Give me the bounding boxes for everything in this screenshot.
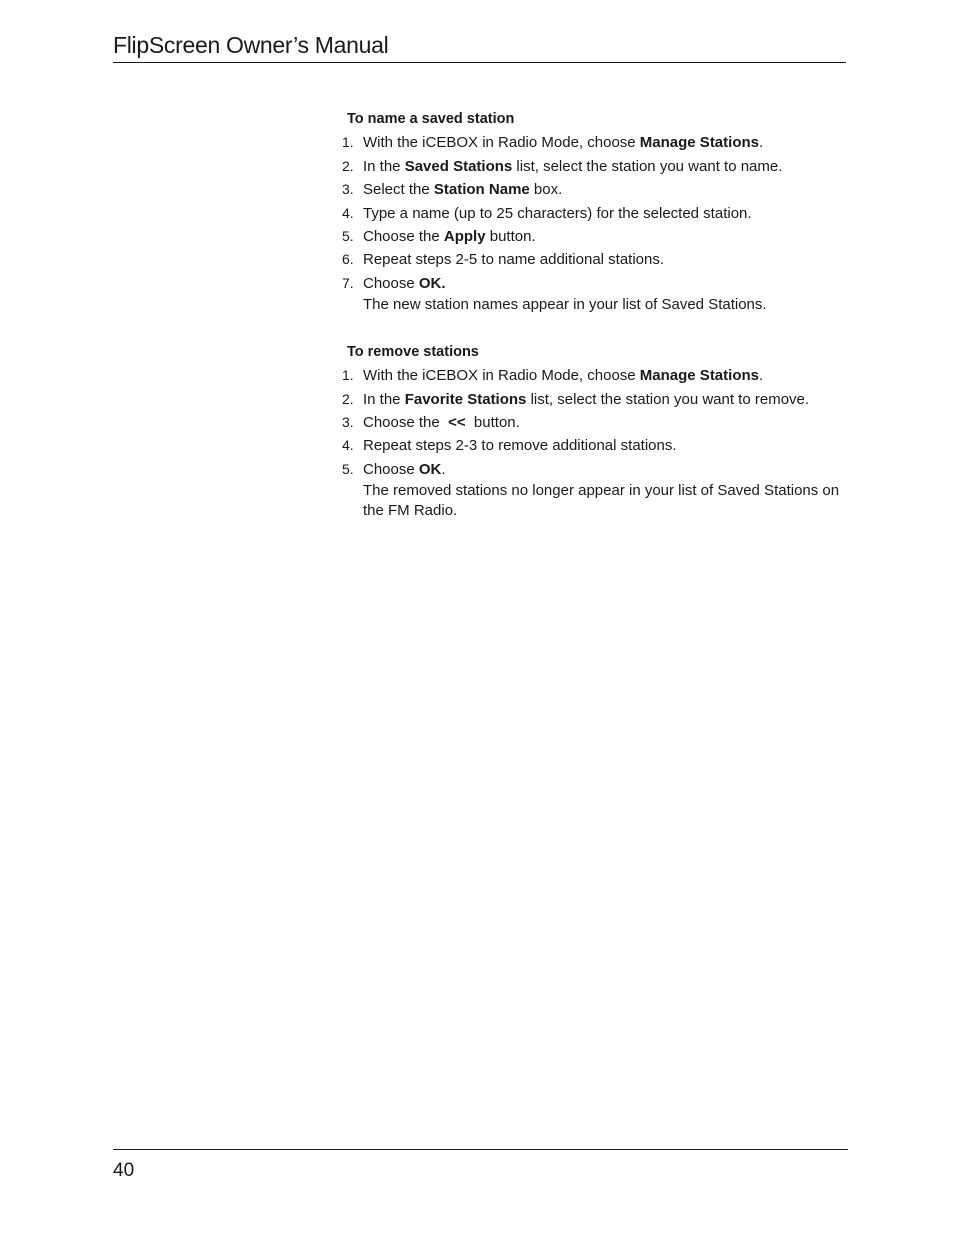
section-heading: To remove stations	[347, 343, 479, 360]
header-divider	[113, 62, 846, 63]
list-item	[341, 388, 846, 411]
step-text-fragment: .	[758, 134, 764, 152]
step-text-fragment: With the iCEBOX in Radio Mode, choose	[363, 367, 640, 385]
step-number: 3.	[342, 181, 354, 198]
page-header-title: FlipScreen Owner’s Manual	[113, 32, 389, 58]
ui-term: Manage Stations	[639, 367, 759, 385]
list-item	[341, 434, 846, 457]
step-text-fragment: Choose the	[363, 228, 444, 246]
list-item	[341, 131, 846, 154]
list-item	[341, 364, 846, 387]
step-text-fragment: list, select the station you want to name.	[512, 157, 783, 175]
steps-list	[341, 364, 846, 522]
list-item	[341, 248, 846, 271]
step-text-fragment: In the	[363, 157, 405, 175]
step-text	[363, 225, 846, 248]
step-number: 5.	[342, 460, 354, 477]
step-number: 6.	[342, 251, 354, 268]
step-text	[363, 364, 846, 387]
step-text-fragment: In the	[363, 390, 405, 408]
list-item	[341, 202, 846, 225]
step-text	[363, 131, 846, 154]
step-text	[363, 411, 846, 434]
step-text	[363, 202, 846, 225]
step-text-fragment: button.	[465, 413, 520, 431]
list-item	[341, 272, 846, 317]
step-text-fragment: Choose	[363, 460, 419, 478]
page-number: 40	[113, 1160, 135, 1181]
step-text-fragment: .	[441, 460, 446, 478]
step-number: 1.	[342, 134, 354, 151]
ui-term: OK.	[418, 274, 446, 292]
step-text-fragment: button.	[485, 228, 536, 246]
step-text	[363, 388, 846, 411]
step-text	[363, 434, 846, 457]
list-item	[341, 155, 846, 178]
step-result-note: The new station names appear in your list of Saved Stations.	[363, 296, 767, 314]
step-text	[363, 155, 846, 178]
step-text-fragment: Choose the	[363, 413, 449, 431]
step-number: 2.	[342, 157, 354, 174]
steps-list	[341, 131, 846, 316]
step-text-fragment: Type a name (up to 25 characters) for the selected station.	[363, 204, 752, 222]
list-item	[341, 178, 846, 201]
step-text	[363, 248, 846, 271]
step-result-note: The removed stations no longer appear in your list of Saved Stations on the FM Radio.	[363, 482, 840, 519]
ui-term: Apply	[443, 228, 486, 246]
ui-term: Station Name	[433, 181, 530, 199]
section-name-saved-station	[341, 108, 846, 317]
step-text-fragment: Repeat steps 2-5 to name additional stations.	[363, 251, 665, 269]
step-number: 1.	[342, 367, 354, 384]
step-text-fragment: .	[758, 367, 764, 385]
manual-content	[341, 108, 846, 546]
list-item	[341, 411, 846, 434]
section-heading: To name a saved station	[347, 111, 515, 127]
step-text-fragment: box.	[529, 181, 563, 199]
step-text-fragment: Select the	[363, 181, 434, 199]
step-text	[363, 458, 846, 481]
list-item	[341, 458, 846, 522]
ui-term: OK	[418, 460, 442, 478]
section-remove-stations	[341, 341, 846, 522]
step-text-fragment: Choose	[363, 274, 419, 292]
step-text-fragment: With the iCEBOX in Radio Mode, choose	[363, 134, 640, 152]
ui-term: Favorite Stations	[404, 390, 527, 408]
step-text-fragment: Repeat steps 2-3 to remove additional stations.	[363, 437, 677, 455]
list-item	[341, 225, 846, 248]
step-number: 2.	[342, 390, 354, 407]
ui-term: Saved Stations	[404, 157, 513, 175]
step-text	[363, 272, 846, 295]
ui-term: Manage Stations	[639, 134, 759, 152]
step-number: 3.	[342, 413, 354, 430]
ui-term: <<	[448, 413, 466, 431]
step-number: 4.	[342, 437, 354, 454]
step-number: 7.	[342, 274, 354, 291]
step-text-fragment: list, select the station you want to remove.	[526, 390, 810, 408]
step-number: 4.	[342, 204, 354, 221]
step-text	[363, 178, 846, 201]
footer-divider	[113, 1149, 848, 1150]
step-number: 5.	[342, 228, 354, 245]
